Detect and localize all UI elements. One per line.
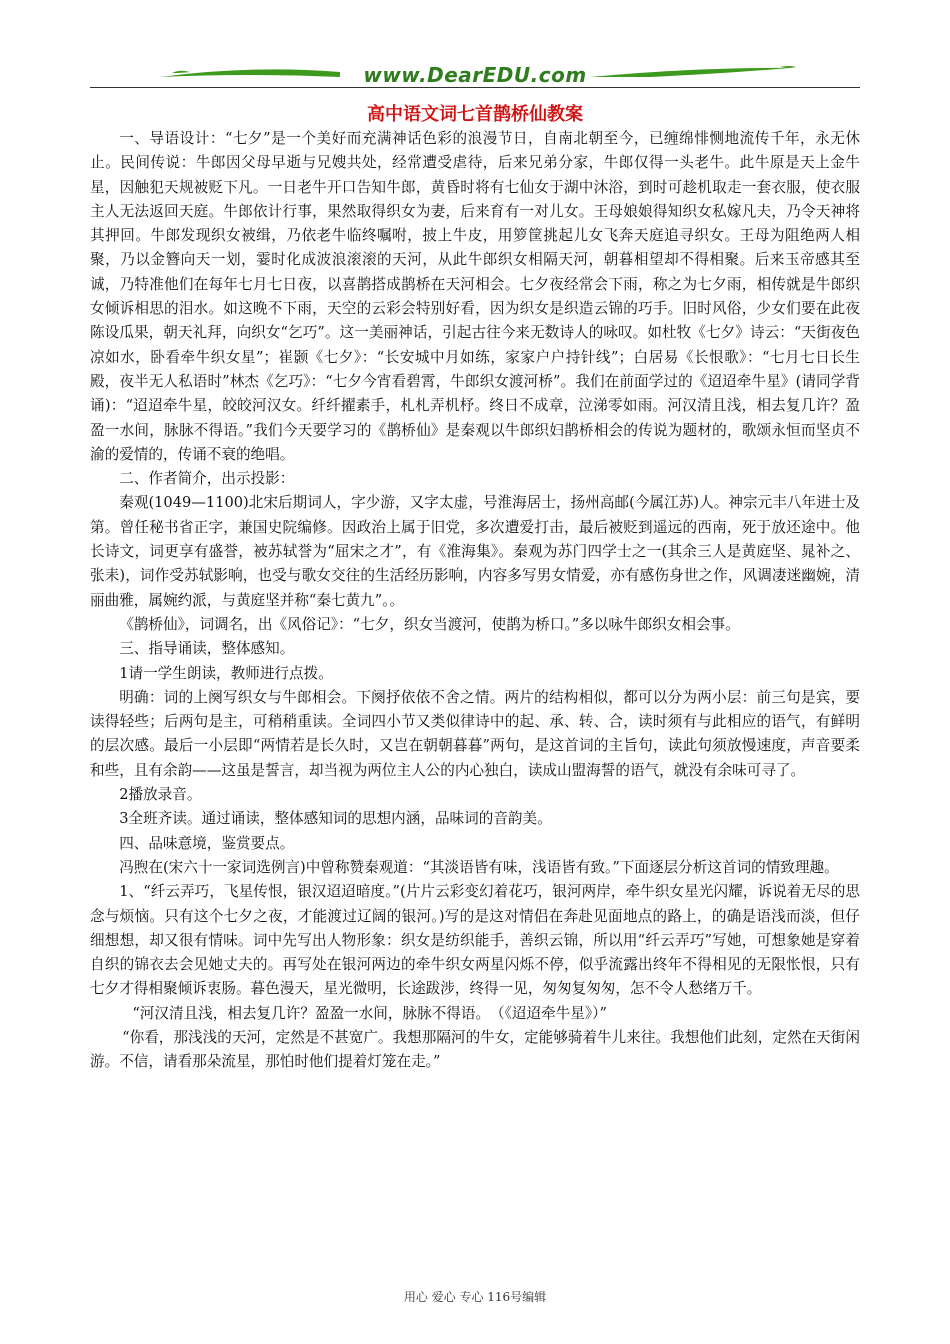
paragraph-section-4: 四、品味意境，鉴赏要点。 bbox=[119, 834, 295, 852]
paragraph-section-2: 二、作者简介，出示投影： bbox=[119, 470, 295, 488]
paragraph-translation: “你看，那浅浅的天河，定然是不甚宽广。我想那隔河的牛女，定能够骑着牛儿来往。我想他们此刻，定然在天街闲游。不信，请看那朵流星，那怕时他们提着灯笼在走。” bbox=[90, 1028, 860, 1071]
paragraph-analysis-1: 1、“纤云弄巧，飞星传恨，银汉迢迢暗度。”(片片云彩变幻着花巧，银河两岸，牵牛织女星光闪耀，诉说着无尽的思念与烦恼。只有这个七夕之夜，才能渡过辽阔的银河。)写的是这对情侣在奔赴见面地点的路上，的确是语浅而淡，但仔细想想，却又很有情味。词中先写出人物形象：织女是纺织能手，善织云锦，所以用“纤云弄巧”写她，可想象她是穿着自织的锦衣去会见她丈夫的。再写处在银河两边的牵牛织女两星闪烁不停，似乎流露出终年不得相见的无限怅恨，只有七夕才得相聚倾诉衷肠。暮色漫天，星光微明，长途跋涉，终得一见，匆匆复匆匆，怎不令人愁绪万千。 bbox=[90, 883, 860, 998]
paragraph-author: 秦观(1049—1100)北宋后期词人，字少游，又字太虚，号淮海居士，扬州高邮(今属江苏)人。神宗元丰八年进士及第。曾任秘书省正字，兼国史院编修。因政治上属于旧党，多次遭爱打击，最后被贬到遥远的西南，死于放还途中。他长诗文，词更享有盛誉，被苏轼誉为“屈宋之才”，有《淮海集》。秦观为苏门四学士之一(其余三人是黄庭坚、晁补之、张耒)，词作受苏轼影响，也受与歌女交往的生活经历影响，内容多写男女情爱，亦有感伤身世之作，风调凄迷幽婉，清丽曲雅，属婉约派，与黄庭坚并称“秦七黄九”。。 bbox=[90, 494, 860, 609]
paragraph-fengxu: 冯煦在(宋六十一家词选例言)中曾称赞秦观道：“其淡语皆有味，浅语皆有致。”下面逐层分析这首词的情致理趣。 bbox=[119, 858, 839, 876]
paragraph-intro: 一、导语设计：“七夕”是一个美好而充满神话色彩的浪漫节日，自南北朝至今，已缠绵悱恻地流传千年，永无休止。民间传说：牛郎因父母早逝与兄嫂共处，经常遭受虐待，后来兄弟分家，牛郎仅得一头老牛。此牛原是天上金牛星，因触犯天规被贬下凡。一日老牛开口告知牛郎，黄昏时将有七仙女于湖中沐浴，到时可趁机取走一套衣服，使衣服主人无法返回天庭。牛郎依计行事，果然取得织女为妻，后来育有一对儿女。王母娘娘得知织女私嫁凡夫，乃令天神将其押回。牛郎发现织女被缉，乃依老牛临终嘱咐，披上牛皮，用箩筐挑起儿女飞奔天庭追寻织女。王母为阻绝两人相聚，乃以金簪向天一划，霎时化成波浪滚滚的天河，从此牛郎织女相隔天河，朝暮相望却不得相聚。后来玉帝感其至诚，乃特准他们在每年七月七日夜，以喜鹊搭成鹊桥在天河相会。七夕夜经常会下雨，称之为七夕雨，相传就是牛郎织女倾诉相思的泪水。如这晚不下雨，天空的云彩会特别好看，因为织女是织造云锦的巧手。旧时风俗，少女们要在此夜陈设瓜果，朝天礼拜，向织女“乞巧”。这一美丽神话，引起古往今来无数诗人的咏叹。如杜牧《七夕》诗云：“天街夜色凉如水，卧看牵牛织女星”；崔颢《七夕》：“长安城中月如练，家家户户持针线”；白居易《长恨歌》：“七月七日长生殿，夜半无人私语时”林杰《乞巧》：“七夕今宵看碧霄，牛郎织女渡河桥”。我们在前面学过的《迢迢牵牛星》(请同学背诵)：“迢迢牵牛星，皎皎河汉女。纤纤擢素手，札札弄机杼。终日不成章，泣涕零如雨。河汉清且浅，相去复几许？盈盈一水间，脉脉不得语。”我们今天要学习的《鹊桥仙》是秦观以牛郎织妇鹊桥相会的传说为题材的，歌颂永恒而坚贞不渝的爱情的，传诵不衰的绝唱。 bbox=[90, 130, 860, 463]
paragraph-quote: “河汉清且浅，相去复几许？盈盈一水间，脉脉不得语。 （《迢迢牵牛星》）” bbox=[132, 1004, 607, 1022]
page-title: 高中语文词七首鹊桥仙教案 bbox=[367, 104, 583, 125]
document-body bbox=[90, 127, 860, 1075]
paragraph-step-2: 2播放录音。 bbox=[119, 786, 202, 804]
site-header bbox=[90, 55, 860, 95]
paragraph-clarify: 明确：词的上阕写织女与牛郎相会。下阕抒依依不舍之情。两片的结构相似，都可以分为两小层：前三句是宾，要读得轻些；后两句是主，可稍稍重读。全词四小节又类似律诗中的起、承、转、合，读时须有与此相应的语气，有鲜明的层次感。最后一小层即“两情若是长久时，又岂在朝朝暮暮”两句，是这首词的主旨句，读此句须放慢速度，声音要柔和些，且有余韵——这虽是誓言，却当视为两位主人公的内心独白，读成山盟海誓的语气，就没有余味可寻了。 bbox=[90, 688, 860, 779]
header-rule bbox=[90, 87, 860, 88]
page-footer: 用心 爱心 专心 116号编辑 bbox=[403, 1290, 547, 1304]
paragraph-step-1: 1请一学生朗读，教师进行点拨。 bbox=[119, 664, 333, 682]
paragraph-step-3: 3全班齐读。通过诵读，整体感知词的思想内涵，品味词的音韵美。 bbox=[119, 810, 552, 828]
paragraph-title-note: 《鹊桥仙》，词调名，出《风俗记》：“七夕，织女当渡河，使鹊为桥口。”多以咏牛郎织女相会事。 bbox=[119, 615, 740, 633]
site-brand: www.DearEDU.com bbox=[363, 63, 587, 87]
paragraph-section-3: 三、指导诵读，整体感知。 bbox=[119, 640, 295, 658]
